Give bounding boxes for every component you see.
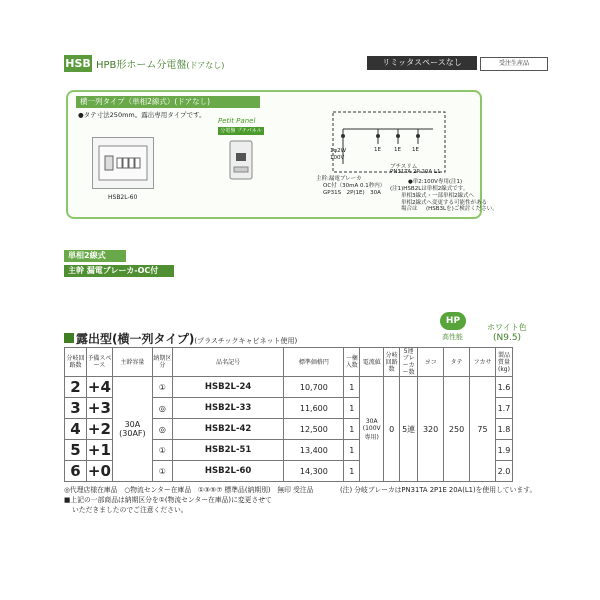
main-cap-af: (30AF) [119, 429, 146, 438]
page-title [96, 56, 224, 71]
petit-label: 分電盤 プチパネル [218, 127, 264, 135]
cell-main-capacity [112, 377, 152, 482]
color-label: ホワイト色 [487, 323, 527, 332]
gp-note: GP31S 2P(1E) 30A [323, 190, 381, 196]
product-table [64, 347, 513, 482]
branch-model: PN31TA 2P 20A L1 [390, 169, 441, 175]
col-main-capacity: 主幹容量 [112, 348, 152, 377]
cell-ren: 5連 [400, 377, 418, 482]
cell-model: HSB2L-51 [172, 440, 284, 461]
cell-weight: 1.7 [495, 398, 512, 419]
cell-spare: +4 [87, 378, 111, 396]
breaker-drawing [228, 139, 258, 183]
cell-spare: +3 [87, 399, 111, 417]
note-2: (注1)HSB2Lは単相2線式です。 [390, 186, 469, 192]
cell-weight: 1.9 [495, 440, 512, 461]
header-row [65, 348, 513, 377]
cell-price: 12,500 [284, 419, 344, 440]
cell-branch: 0 [384, 377, 400, 482]
cell-weight: 1.8 [495, 419, 512, 440]
title-sub: (ドアなし) [186, 61, 225, 70]
cell-spare-val: 0 [100, 462, 111, 480]
oc-note: OC付（30mA 0.1秒内） [323, 183, 386, 189]
cell-weight: 2.0 [495, 461, 512, 482]
col-current: 電流値 [360, 348, 384, 377]
cell-circuits: 4 [65, 419, 87, 440]
panel-image [92, 137, 154, 189]
phase-label: 単相2線式 [64, 250, 126, 262]
cell-current: 30A (100V専用) [360, 377, 384, 482]
footnote-branch: (注) 分岐ブレーカはPN31TA 2P1E 20A(L1)を使用しています。 [340, 486, 537, 494]
cell-qty: 1 [344, 440, 360, 461]
cell-qty: 1 [344, 398, 360, 419]
cell-circuits: 2 [65, 377, 87, 398]
panel-model-label: HSB2L-60 [108, 194, 138, 201]
col-branch: 分岐回路数 [384, 348, 400, 377]
main-breaker-note: 主幹:漏電ブレーカ [316, 176, 362, 182]
cell-height: 250 [444, 377, 470, 482]
cell-qty: 1 [344, 461, 360, 482]
build-to-order-badge: 受注生産品 [480, 57, 548, 71]
diagram-e2: 1E [394, 147, 401, 153]
cell-depth: 75 [470, 377, 496, 482]
col-weight: 製品質量(kg) [495, 348, 512, 377]
col-price: 標準価格円 [284, 348, 344, 377]
cell-model: HSB2L-33 [172, 398, 284, 419]
cell-price: 14,300 [284, 461, 344, 482]
cell-spare-val: 1 [100, 441, 111, 459]
col-height: タテ [444, 348, 470, 377]
col-model: 品名記号 [172, 348, 284, 377]
diagram-phase: 1φ2W [330, 148, 347, 154]
product-box [66, 90, 498, 219]
title-text: HPB形ホーム分電盤 [96, 60, 187, 71]
breaker-image [228, 139, 258, 187]
series-tag: HSB [65, 57, 91, 70]
cell-delivery: ① [152, 440, 172, 461]
col-depth: フカサ [470, 348, 496, 377]
cell-circuits: 5 [65, 440, 87, 461]
diagram-e1: 1E [374, 147, 381, 153]
footnote-change: ■上記の一部商品は納期区分を①(物流センター在庫品)に変更させて [64, 496, 272, 504]
note-4: 単相2線式へ変更する可能性がある [401, 200, 488, 206]
hp-badge-icon: HP [440, 312, 466, 330]
cell-qty: 1 [344, 419, 360, 440]
cell-spare: +0 [87, 462, 111, 480]
col-spare: 予備スペース [86, 348, 112, 377]
cell-qty: 1 [344, 377, 360, 398]
note-5: 場合は [401, 206, 418, 212]
footnote-legend: ◎代理店様在庫品 ○物流センター在庫品 ①③⑤⑦ 標準品(納期別) 無印 受注品 [64, 486, 314, 494]
bullet-square-icon [64, 333, 74, 343]
cell-circuits: 6 [65, 461, 87, 482]
cell-circuits: 3 [65, 398, 87, 419]
main-breaker-label: 主幹 漏電ブレーカ-OC付 [64, 265, 174, 277]
cell-price: 11,600 [284, 398, 344, 419]
panel-drawing [93, 138, 153, 188]
col-delivery: 納期区分 [152, 348, 172, 377]
cell-delivery: ◎ [152, 419, 172, 440]
table-row [65, 377, 513, 398]
col-circuits: 分岐回路数 [65, 348, 87, 377]
cell-spare-val: 3 [100, 399, 111, 417]
cell-delivery: ◎ [152, 398, 172, 419]
cell-delivery: ① [152, 377, 172, 398]
footnote-change-2: いただきましたのでご注意ください。 [72, 506, 188, 514]
diagram-voltage: 100V [330, 155, 345, 161]
section-title-text: 露出型(横一列タイプ) [76, 332, 195, 346]
cell-model: HSB2L-24 [172, 377, 284, 398]
cell-delivery: ① [152, 461, 172, 482]
cell-width: 320 [418, 377, 444, 482]
note-3: 単相3線式・一部単相2線式へ [401, 193, 474, 199]
cell-spare: +1 [87, 441, 111, 459]
hp-label: 高性能 [442, 333, 463, 341]
cell-model: HSB2L-60 [172, 461, 284, 482]
cell-model: HSB2L-42 [172, 419, 284, 440]
cell-spare-val: 4 [100, 378, 111, 396]
note-6: (HSB3Lを)ご検討ください。 [426, 206, 498, 212]
col-width: ヨコ [418, 348, 444, 377]
munsell-label: (N9.5) [493, 333, 522, 343]
diagram-e3: 1E [412, 147, 419, 153]
type-label: 横一列タイプ（単相2線式）(ドアなし) [76, 96, 260, 108]
cell-spare: +2 [87, 420, 111, 438]
main-cap: 30A [124, 420, 141, 429]
type-note: ●タテ寸法250mm。露出専用タイプです。 [78, 111, 206, 119]
note-1: ●単2:100V専用(注1) [408, 179, 463, 185]
cell-price: 13,400 [284, 440, 344, 461]
remittance-badge: リミッタスペースなし [367, 56, 477, 70]
col-ren: 5連 ブレーカー数 [400, 348, 418, 377]
petit-panel-logo [218, 117, 268, 187]
petit-logo-text: Petit Panel [218, 117, 256, 125]
cell-price: 10,700 [284, 377, 344, 398]
section-subtitle: (プラスチックキャビネット使用) [194, 337, 298, 345]
cell-spare-val: 2 [100, 420, 111, 438]
branch-note: ブチスリム [390, 164, 418, 170]
cell-weight: 1.6 [495, 377, 512, 398]
section-title [64, 330, 297, 347]
col-qty: 一梱入数 [344, 348, 360, 377]
header-bar [64, 55, 546, 72]
